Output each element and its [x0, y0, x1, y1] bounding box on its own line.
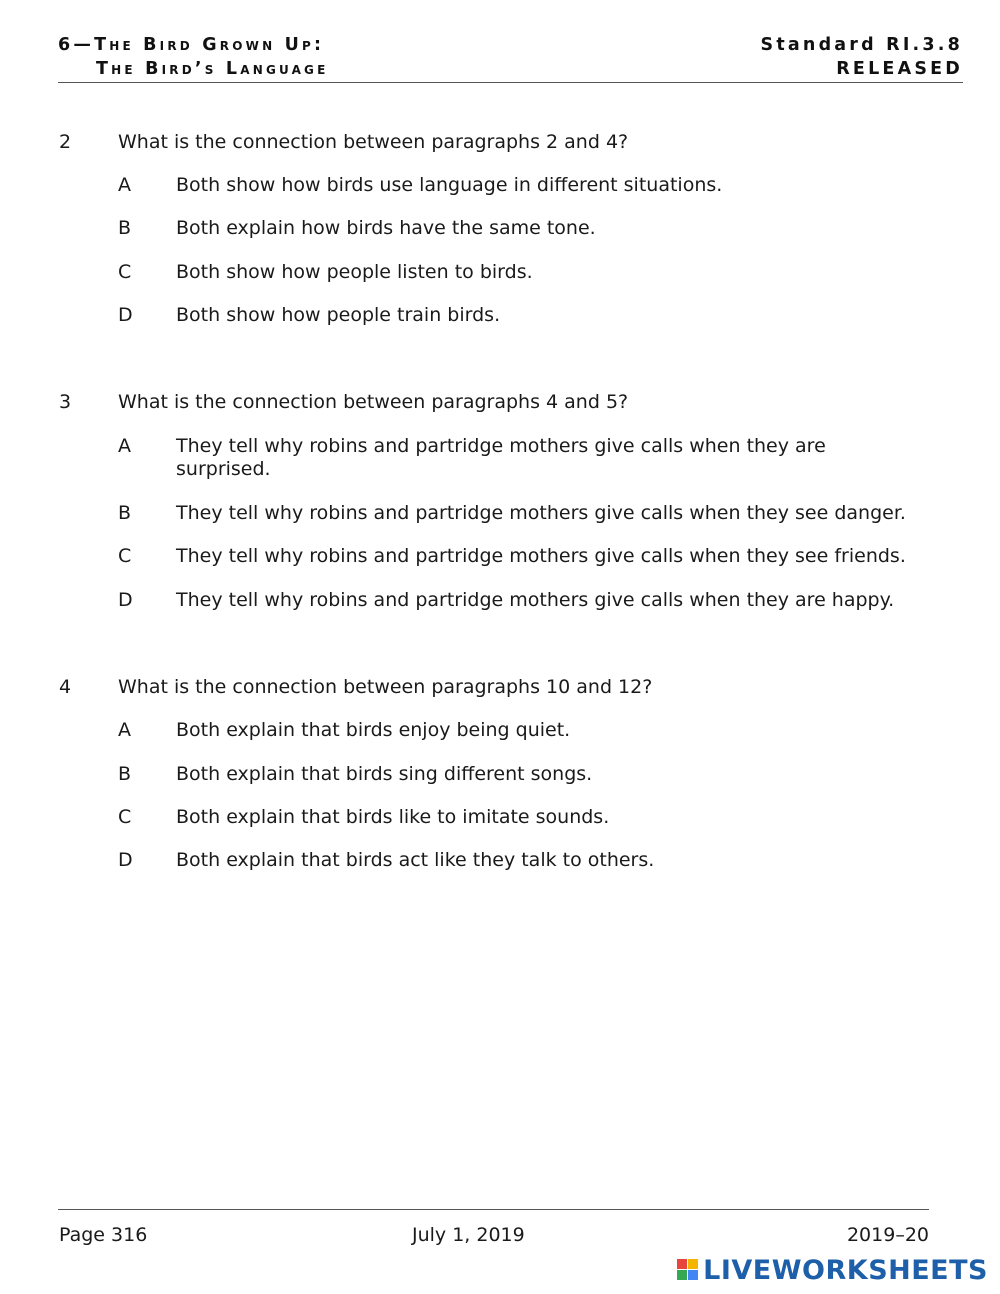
option-text: Both explain that birds act like they talk to others. [176, 849, 655, 871]
option-letter: D [118, 589, 133, 611]
option-letter: D [118, 849, 133, 871]
option-text: They tell why robins and partridge mothers give calls when they are surprised. [176, 435, 826, 480]
footer-year: 2019–20 [846, 1224, 929, 1246]
option-text: Both show how people train birds. [176, 304, 501, 326]
option-letter: C [118, 806, 132, 828]
option-text: Both show how people listen to birds. [176, 261, 533, 283]
option-letter: D [118, 304, 133, 326]
question-number: 2 [59, 131, 72, 153]
question-text: What is the connection between paragraphs 2 and 4? [118, 131, 629, 153]
option-letter: B [118, 502, 132, 524]
question-text: What is the connection between paragraphs 4 and 5? [118, 391, 629, 413]
question-number: 4 [59, 676, 72, 698]
question-number: 3 [59, 391, 72, 413]
option-letter: A [118, 435, 131, 457]
header-status: RELEASED [836, 59, 963, 79]
footer-page-number: Page 316 [59, 1224, 148, 1246]
header-title-line1: 6—The Bird Grown Up: [58, 35, 325, 55]
option-letter: C [118, 261, 132, 283]
option-text: They tell why robins and partridge mothers give calls when they see friends. [176, 545, 906, 567]
option-letter: C [118, 545, 132, 567]
header-title-line2: The Bird’s Language [96, 59, 329, 79]
option-text: Both explain how birds have the same tone. [176, 217, 596, 239]
liveworksheets-text: LIVEWORKSHEETS [703, 1254, 988, 1286]
liveworksheets-watermark[interactable] [677, 1255, 988, 1285]
option-text: They tell why robins and partridge mothers give calls when they are happy. [176, 589, 895, 611]
option-letter: A [118, 719, 131, 741]
footer-divider [58, 1209, 929, 1210]
option-letter: A [118, 174, 131, 196]
liveworksheets-logo-icon [677, 1259, 699, 1281]
footer-date: July 1, 2019 [412, 1224, 525, 1246]
option-text: Both explain that birds sing different songs. [176, 763, 593, 785]
page-header [58, 34, 963, 83]
option-text: Both explain that birds like to imitate sounds. [176, 806, 610, 828]
question-text: What is the connection between paragraphs 10 and 12? [118, 676, 653, 698]
header-standard: Standard RI.3.8 [760, 35, 963, 55]
option-text: They tell why robins and partridge mothers give calls when they see danger. [176, 502, 906, 524]
option-letter: B [118, 217, 132, 239]
option-letter: B [118, 763, 132, 785]
option-text: Both explain that birds enjoy being quiet. [176, 719, 571, 741]
option-text: Both show how birds use language in different situations. [176, 174, 723, 196]
